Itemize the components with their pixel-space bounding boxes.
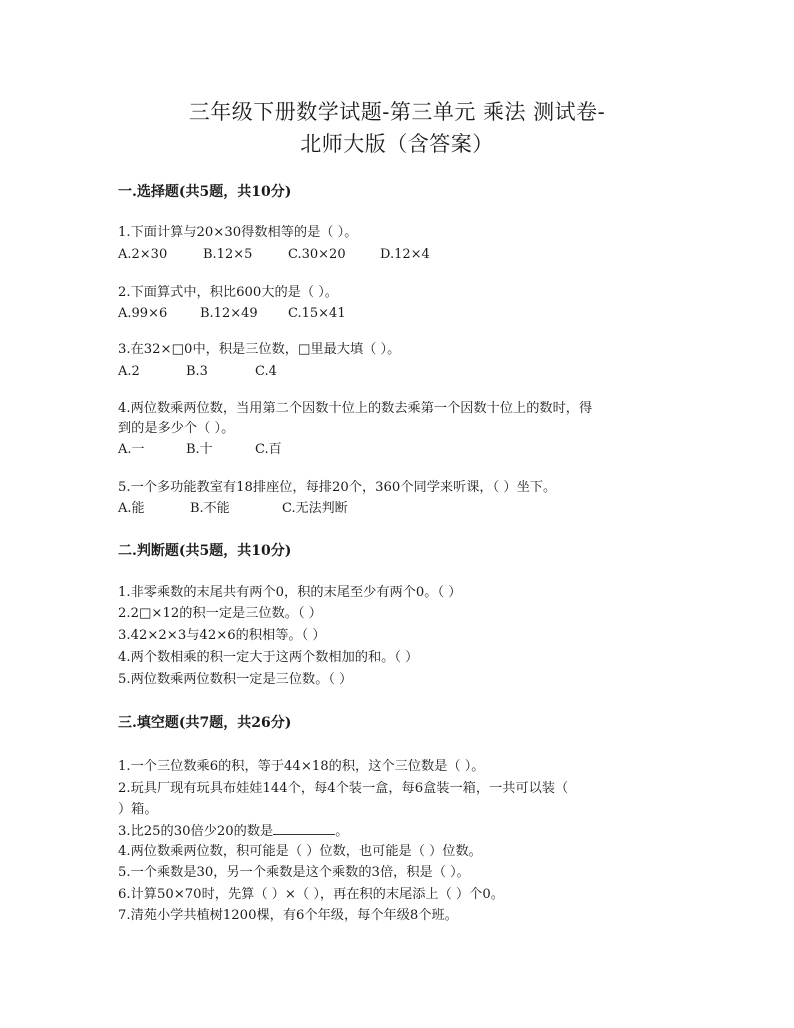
options-row (118, 363, 678, 381)
option-b: B.12×5 (203, 247, 253, 262)
option-a: A.2×30 (118, 247, 168, 262)
document-title-line1: 三年级下册数学试题-第三单元 乘法 测试卷- (188, 100, 606, 124)
fill-question: 5.一个乘数是30，另一个乘数是这个乘数的3倍，积是（ ）。 (118, 865, 470, 880)
option-a: A.2 (118, 364, 140, 379)
fill-question-text-end: 。 (335, 824, 349, 839)
question-stem: 3.在32×□0中，积是三位数，□里最大填（ ）。 (118, 342, 401, 357)
options-row (118, 441, 678, 459)
option-b: B.12×49 (200, 306, 258, 321)
judgement-item: 4.两个数相乘的积一定大于这两个数相加的和。（ ） (118, 650, 419, 665)
fill-question: 4.两位数乘两位数，积可能是（ ）位数，也可能是（ ）位数。 (118, 844, 482, 859)
fill-question (118, 822, 348, 841)
option-a: A.99×6 (118, 306, 168, 321)
answer-blank (273, 822, 335, 835)
section-header-fill-blank: 三.填空题(共7题，共26分) (118, 715, 292, 731)
option-c: C.4 (255, 364, 277, 379)
fill-question: 6.计算50×70时，先算（ ）×（ ），再在积的末尾添上（ ）个0。 (118, 887, 504, 902)
option-c: C.30×20 (288, 247, 346, 262)
question-stem-line1: 4.两位数乘两位数，当用第二个因数十位上的数去乘第一个因数十位上的数时，得 (118, 401, 593, 416)
option-c: C.无法判断 (282, 501, 348, 516)
option-b: B.十 (186, 442, 213, 457)
question-stem: 1.下面计算与20×30得数相等的是（ ）。 (118, 225, 358, 240)
fill-question-line1: 2.玩具厂现有玩具布娃娃144个，每4个装一盒，每6盒装一箱，一共可以装（ (118, 781, 569, 796)
option-a: A.一 (118, 442, 145, 457)
judgement-item: 2.2□×12的积一定是三位数。（ ） (118, 606, 322, 621)
question-stem: 5.一个多功能教室有18排座位，每排20个，360个同学来听课，（ ）坐下。 (118, 480, 557, 495)
option-d: D.12×4 (380, 247, 430, 262)
fill-question-text: 3.比25的30倍少20的数是 (118, 824, 274, 839)
option-a: A.能 (118, 501, 145, 516)
section-header-true-false: 二.判断题(共5题，共10分) (118, 543, 292, 559)
judgement-item: 3.42×2×3与42×6的积相等。（ ） (118, 628, 326, 643)
option-b: B.不能 (190, 501, 230, 516)
options-row (118, 246, 678, 264)
question-stem-line2: 到的是多少个（ ）。 (118, 421, 235, 436)
options-row (118, 500, 678, 518)
fill-question: 7.清苑小学共植树1200棵，有6个年级，每个年级8个班。 (118, 908, 458, 923)
option-b: B.3 (186, 364, 208, 379)
document-title-line2: 北师大版（含答案） (300, 132, 494, 156)
fill-question-line2: ）箱。 (118, 802, 158, 817)
fill-question: 1.一个三位数乘6的积，等于44×18的积，这个三位数是（ ）。 (118, 759, 485, 774)
question-stem: 2.下面算式中，积比600大的是（ ）。 (118, 285, 338, 300)
options-row (118, 305, 678, 323)
option-c: C.15×41 (288, 306, 346, 321)
section-header-multiple-choice: 一.选择题(共5题，共10分) (118, 184, 292, 200)
judgement-item: 1.非零乘数的末尾共有两个0，积的末尾至少有两个0。（ ） (118, 585, 462, 600)
judgement-item: 5.两位数乘两位数积一定是三位数。（ ） (118, 672, 353, 687)
option-c: C.百 (255, 442, 282, 457)
